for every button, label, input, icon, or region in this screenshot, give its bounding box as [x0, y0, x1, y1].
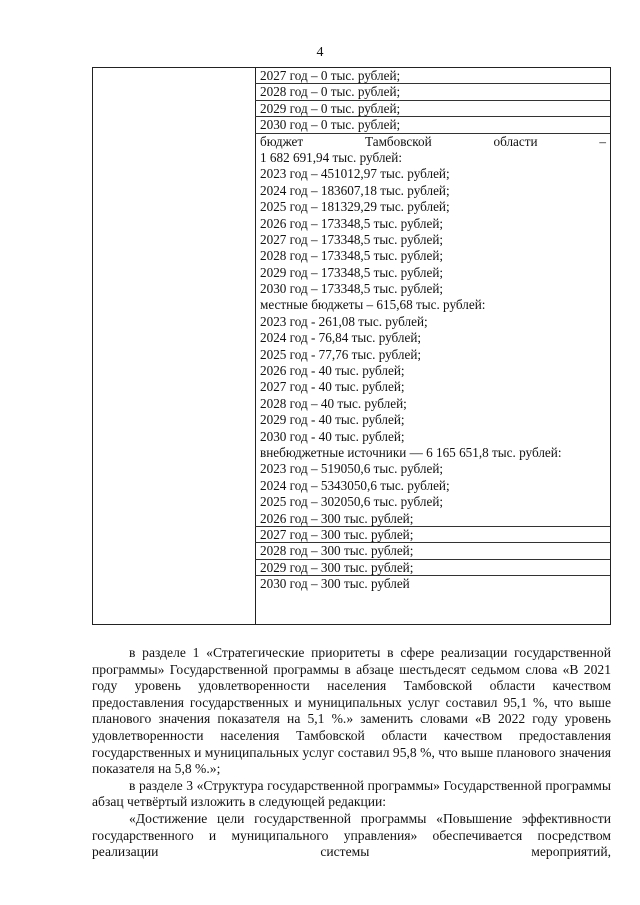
budget-lines	[255, 68, 610, 624]
table-row: 2024 год – 183607,18 тыс. рублей;	[260, 182, 450, 198]
table-row: 2027 год – 300 тыс. рублей;	[255, 527, 610, 543]
table-row: 2024 год - 76,84 тыс. рублей;	[260, 330, 422, 346]
regional-budget-line: бюджет Тамбовской области –	[260, 133, 606, 149]
table-row: 2026 год – 173348,5 тыс. рублей;	[260, 215, 444, 231]
table-row: 2028 год – 173348,5 тыс. рублей;	[260, 248, 444, 264]
paragraph-quote: «Достижение цели государственной программы «Повышение эффективности государственного и муниципального управления» обеспечивается посредством реализации системы мероприятий,	[92, 810, 611, 860]
table-row: 2030 год - 40 тыс. рублей;	[260, 428, 405, 444]
budget-table	[92, 67, 611, 625]
table-row: 2023 год - 261,08 тыс. рублей;	[260, 313, 428, 329]
table-row	[255, 134, 610, 150]
table-row: 1 682 691,94 тыс. рублей:	[260, 149, 402, 165]
table-row: 2025 год – 181329,29 тыс. рублей;	[260, 199, 450, 215]
table-row: внебюджетные источники — 6 165 651,8 тыс. рублей:	[260, 444, 562, 460]
table-row: 2030 год – 173348,5 тыс. рублей;	[260, 281, 444, 297]
table-row: 2023 год – 451012,97 тыс. рублей;	[260, 166, 450, 182]
table-row: 2028 год – 40 тыс. рублей;	[260, 395, 407, 411]
table-row: 2028 год – 0 тыс. рублей;	[255, 84, 610, 100]
table-row: местные бюджеты – 615,68 тыс. рублей:	[260, 297, 486, 313]
table-row: 2028 год – 300 тыс. рублей;	[255, 543, 610, 559]
table-row: 2023 год – 519050,6 тыс. рублей;	[260, 461, 444, 477]
paragraph-section-3: в разделе 3 «Структура государственной программы» Государственной программы абзац четвёртый изложить в следующей редакции:	[92, 777, 611, 810]
table-row: 2025 год - 77,76 тыс. рублей;	[260, 346, 422, 362]
table-row: 2030 год – 0 тыс. рублей;	[255, 117, 610, 133]
table-row: 2026 год – 300 тыс. рублей;	[255, 511, 610, 527]
table-row: 2030 год – 300 тыс. рублей	[260, 576, 410, 592]
paragraph-section-1: в разделе 1 «Стратегические приоритеты в сфере реализации государственной программы» Государственной программы в абзаце шестьдесят седьмом слова «В 2021 году уровень удовлетворенности населения Тамбовской области качеством предоставления государственных и муниципальных услуг составил 95,1 %, что выше планового значения показателя на 5,1 %.» заменить словами «В 2022 году уровень удовлетворенности населения Тамбовской области качеством предоставления государственных и муниципальных услуг составил 95,8 %, что выше планового значения показателя на 5,8 %.»;	[92, 645, 612, 777]
table-row: 2027 год – 173348,5 тыс. рублей;	[260, 231, 444, 247]
table-row: 2029 год - 40 тыс. рублей;	[260, 412, 405, 428]
table-row: 2029 год – 173348,5 тыс. рублей;	[260, 264, 444, 280]
table-row: 2029 год – 300 тыс. рублей;	[255, 560, 610, 576]
table-row: 2024 год – 5343050,6 тыс. рублей;	[260, 477, 450, 493]
page-number: 4	[316, 45, 324, 60]
table-row: 2027 год - 40 тыс. рублей;	[260, 379, 405, 395]
table-row: 2026 год - 40 тыс. рублей;	[260, 363, 405, 379]
document-body	[92, 645, 611, 861]
table-row: 2029 год – 0 тыс. рублей;	[255, 101, 610, 117]
table-row: 2025 год – 302050,6 тыс. рублей;	[260, 494, 444, 510]
table-row: 2027 год – 0 тыс. рублей;	[255, 68, 610, 84]
